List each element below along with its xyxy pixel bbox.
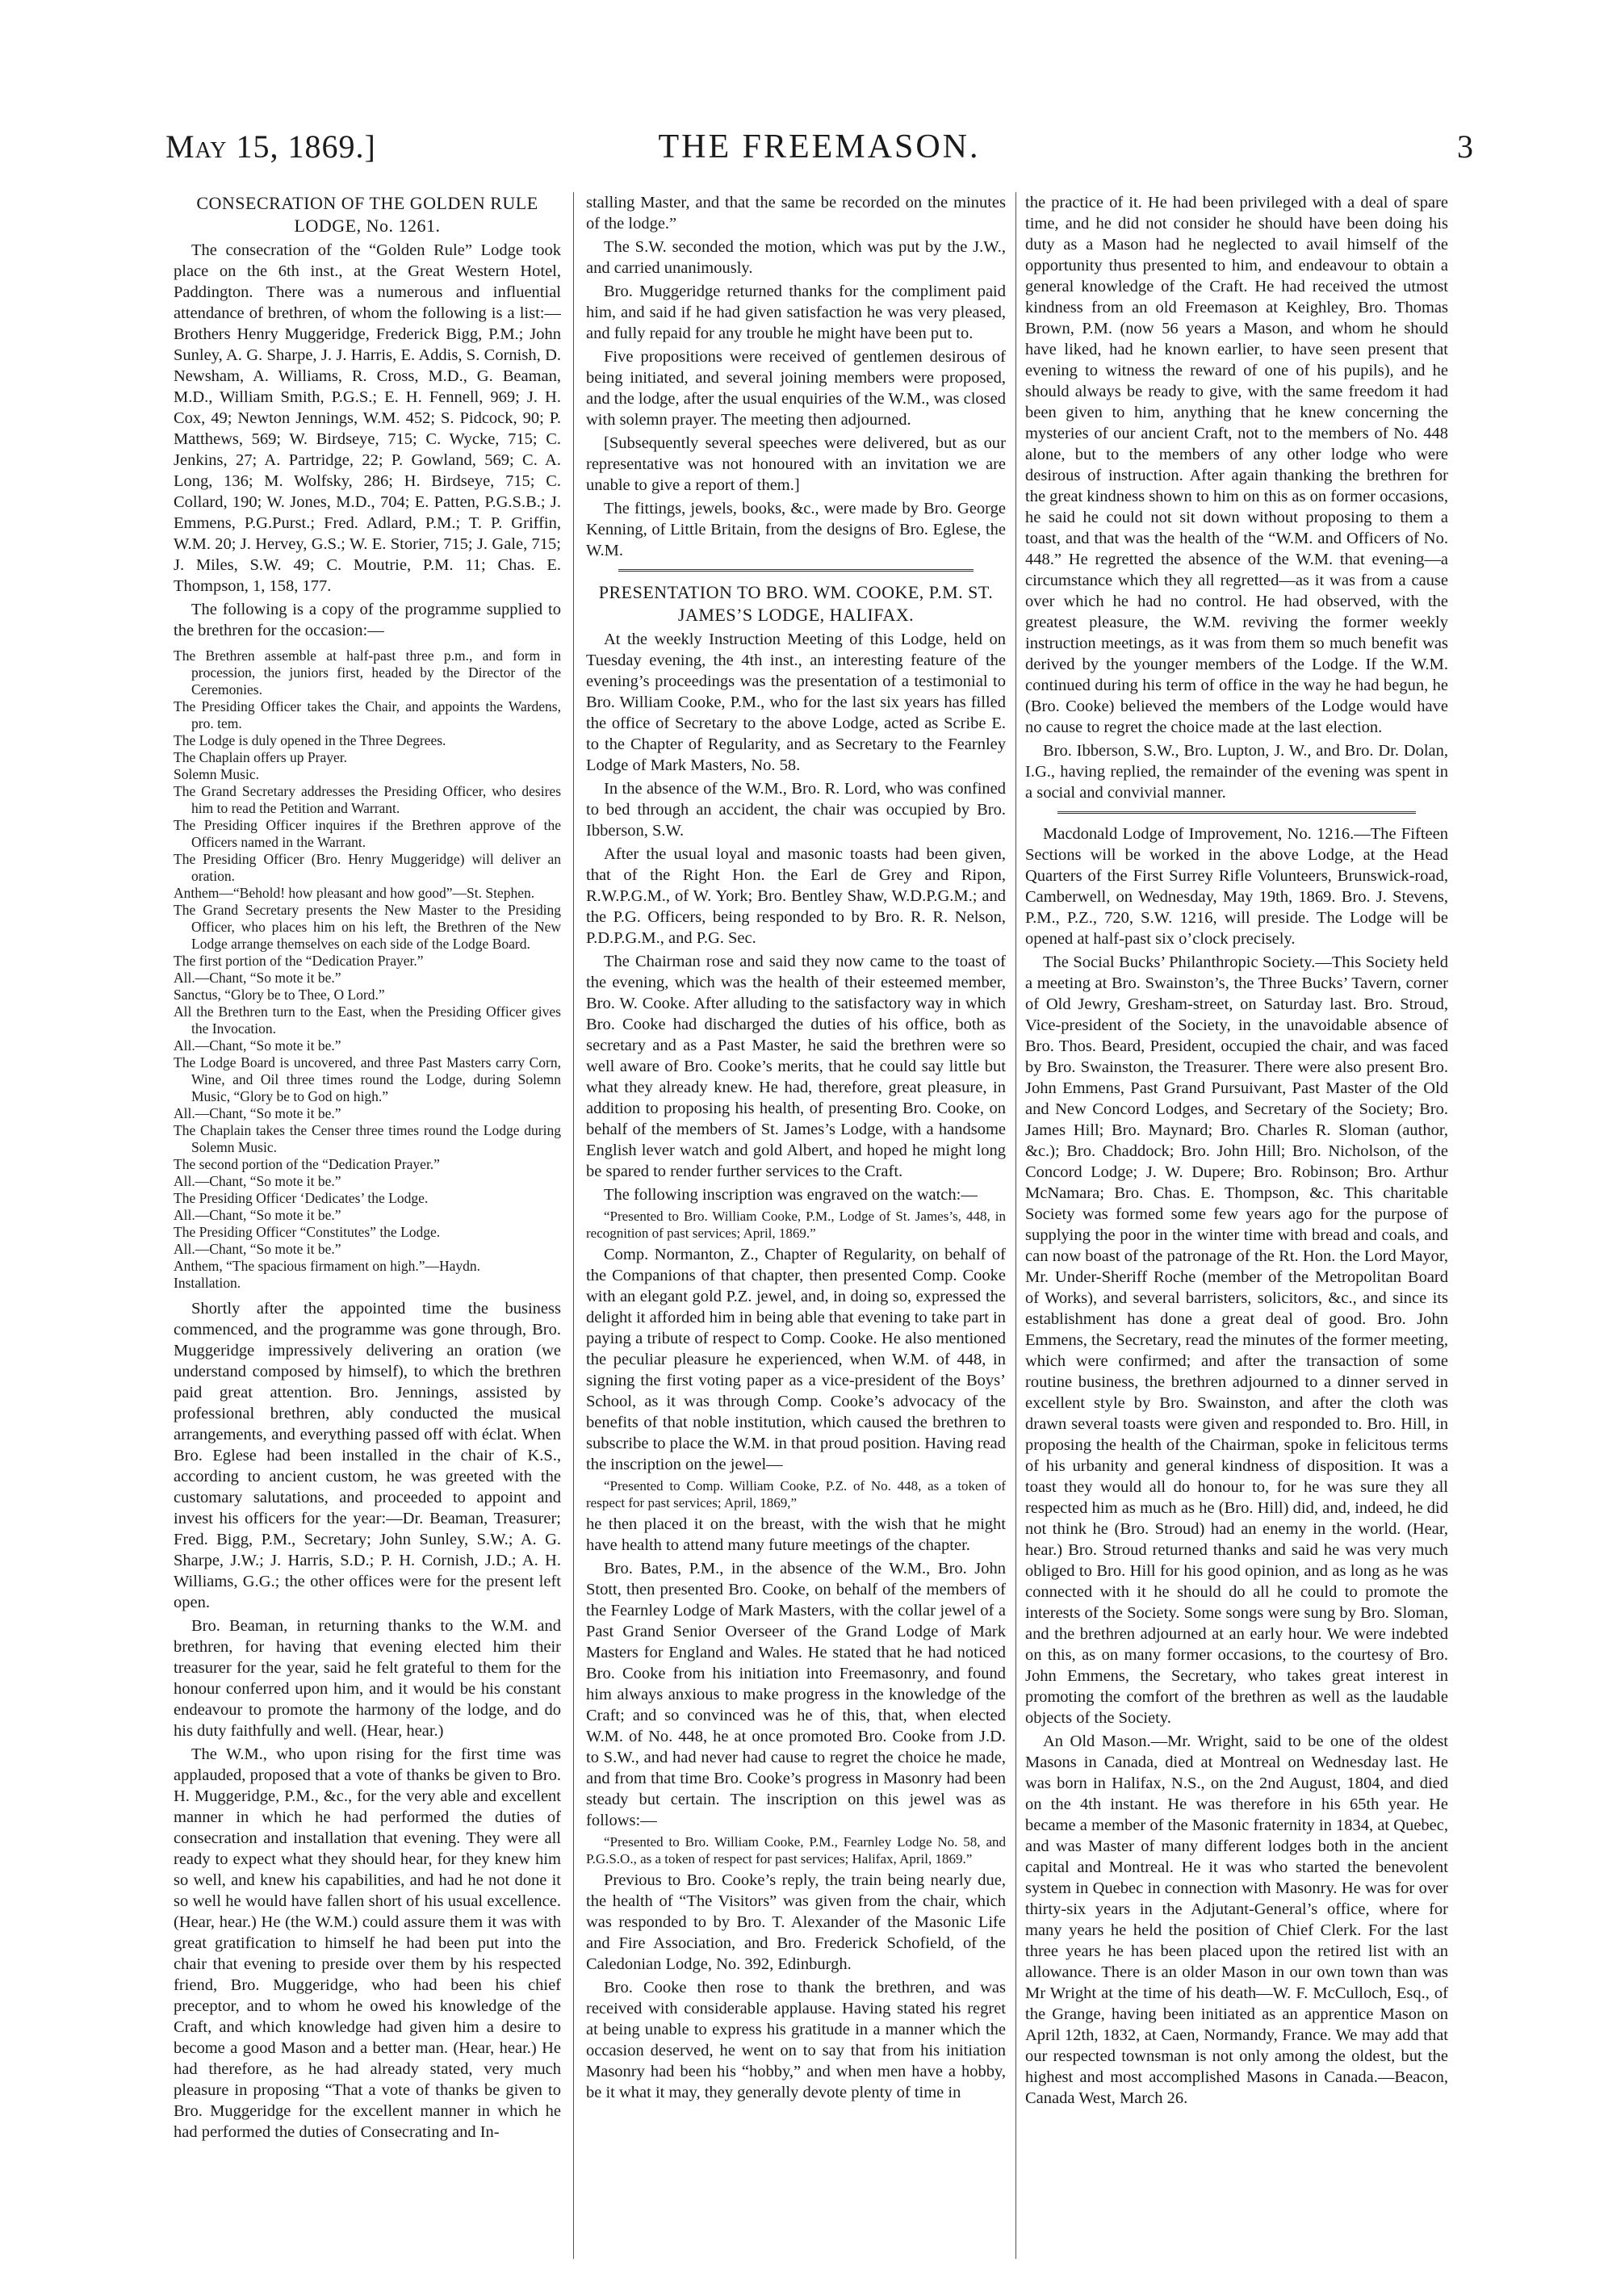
article-paragraph: Bro. Ibberson, S.W., Bro. Lupton, J. W., and Bro. Dr. Dolan, I.G., having replied, the remainder of the evening was spent in a social and convivial manner.: [1025, 742, 1448, 802]
article-paragraph: the practice of it. He had been privileged with a deal of spare time, and he did not consider he should have been doing his duty as a Mason had he neglected to avail himself of the opportunity thus presented to him, and endeavour to obtain a general knowledge of the Craft. He had received the utmost kindness from an old Freemason at Keighley, Bro. Thomas Brown, P.M. (now 56 years a Mason, and whom he should have liked, had he known earlier, to have seen present that evening to witness the reward of one of his pupils), and he should always be ready to give, with the same freedom it had been given to him, anything that he knew concerning the mysteries of our ancient Craft, not to the members of No. 448 alone, but to the members of any other lodge who were desirous of instruction. After again thanking the brethren for the great kindness shown to him on this as on former occasions, he said he could not sit down without proposing to them a toast, and that was the health of the “W.M. and Officers of No. 448.” He regretted the absence of the W.M. that evening—a circumstance which they all regretted—as it was from a cause over which he had no control. He had observed, with the greatest pleasure, the W.M. reviving the former weekly instruction meetings, as it was from them so much benefit was derived by the younger members of the Lodge. If the W.M. continued during his term of office in the way he had begun, he (Bro. Cooke) believed the members of the Lodge would have no cause to regret the choice made at the last election.: [1025, 194, 1448, 736]
programme-item: All.—Chant, “So mote it be.”: [174, 1173, 341, 1189]
article-paragraph: An Old Mason.—Mr. Wright, said to be one of the oldest Masons in Canada, died at Montreal on Wednesday last. He was born in Halifax, N.S., on the 2nd August, 1804, and died on the 4th instant. He was therefore in his 65th year. He became a member of the Masonic fraternity in 1834, at Quebec, and was Master of many different lodges both in the ancient capital and Montreal. He it was who started the benevolent system in Quebec in connection with Masonry. He was for over thirty-six years in the Adjutant-General’s office, where for many years he held the position of Chief Clerk. For the last three years he has been placed upon the retired list with an allowance. There is an older Mason in our own town than was Mr Wright at the time of his death—W. F. McCulloch, Esq., of the Grange, having been initiated as an apprentice Mason on April 12th, 1832, at Caen, Normandy, France. We may add that our respected townsman is not only among the oldest, but the highest and most accomplished Masons in Canada.—Beacon, Canada West, March 26.: [1025, 1732, 1448, 2107]
article-paragraph: At the weekly Instruction Meeting of this Lodge, held on Tuesday evening, the 4th inst., an interesting feature of the evening’s proceedings was the presentation of a testimonial to Bro. William Cooke, P.M., who for the last six years has filled the office of Secretary to the above Lodge, acted as Scribe E. to the Chapter of Regularity, and as Secretary to the Fearnley Lodge of Mark Masters, No. 58.: [586, 631, 1006, 774]
article-body: [586, 629, 1006, 1205]
article-heading-presentation: PRESENTATION TO BRO. WM. COOKE, P.M. ST. JAMES’S LODGE, HALIFAX.: [598, 582, 994, 625]
programme-item: All the Brethren turn to the East, when the Presiding Officer gives the Invocation.: [174, 1003, 561, 1037]
column-1: [174, 192, 561, 2259]
article-paragraph: The following is a copy of the programme supplied to the brethren for the occasion:—: [174, 601, 561, 639]
programme-item: All.—Chant, “So mote it be.”: [174, 1207, 341, 1223]
article-paragraph: [Subsequently several speeches were delivered, but as our representative was not honoured with an invitation we are unable to give a report of them.]: [586, 434, 1006, 494]
article-paragraph: stalling Master, and that the same be recorded on the minutes of the lodge.”: [586, 194, 1006, 233]
article-body: [586, 1514, 1006, 1831]
programme-item: The Lodge Board is uncovered, and three Past Masters carry Corn, Wine, and Oil three times round the Lodge, during Solemn Music, “Glory be to God on high.”: [174, 1054, 561, 1104]
article-paragraph: Previous to Bro. Cooke’s reply, the train being nearly due, the health of “The Visitors” was given from the chair, which was responded to by Bro. T. Alexander of the Masonic Life and Fire Association, and Bro. Frederick Schofield, of the Caledonian Lodge, No. 392, Edinburgh.: [586, 1871, 1006, 1973]
programme-item: The Presiding Officer (Bro. Henry Muggeridge) will deliver an oration.: [174, 851, 561, 884]
article-paragraph: Shortly after the appointed time the business commenced, and the programme was gone through, Bro. Muggeridge impressively delivering an oration (we understand composed by himself), to which the brethren paid great attention. Bro. Jennings, assisted by professional brethren, ably conducted the musical arrangements, and everything passed off with éclat. When Bro. Eglese had been installed in the chair of K.S., according to ancient custom, he was greeted with the customary salutations, and proceeded to appoint and invest his officers for the year:—Dr. Beaman, Treasurer; Fred. Bigg, P.M., Secretary; John Sunley, S.W.; A. G. Sharpe, J.W.; J. Harris, S.D.; P. H. Cornish, J.D.; A. H. Williams, G.G.; the other offices were for the present left open.: [174, 1300, 561, 1611]
article-paragraph: Bro. Beaman, in returning thanks to the W.M. and brethren, for having that evening elected him their treasurer for the year, said he felt grateful to them for the honour conferred upon him, and it would be his constant endeavour to promote the harmony of the lodge, and do his duty faithfully and well. (Hear, hear.): [174, 1617, 561, 1740]
section-rule: [618, 569, 974, 572]
programme-item: The Grand Secretary addresses the Presiding Officer, who desires him to read the Petition and Warrant.: [174, 783, 561, 816]
article-paragraph: Macdonald Lodge of Improvement, No. 1216.—The Fifteen Sections will be worked in the above Lodge, at the Head Quarters of the First Surrey Rifle Volunteers, Brunswick-road, Camberwell, on Wednesday, May 19th, 1869. Bro. J. Stevens, P.M., P.Z., 720, S.W. 1216, will preside. The Lodge will be opened at half-past six o’clock precisely.: [1025, 825, 1448, 948]
inscription: “Presented to Comp. William Cooke, P.Z. of No. 448, as a token of respect for past services; April, 1869,”: [586, 1478, 1006, 1510]
programme-item: The Chaplain takes the Censer three times round the Lodge during Solemn Music.: [174, 1122, 561, 1155]
article-paragraph: Comp. Normanton, Z., Chapter of Regularity, on behalf of the Companions of that chapter, then presented Comp. Cooke with an elegant gold P.Z. jewel, and, in doing so, expressed the delight it afforded him in being able that evening to take part in paying a tribute of respect to Comp. Cooke. He also mentioned the peculiar pleasure he experienced, when W.M. of 448, in signing the first voting paper as a vice-president of the Boys’ School, as it was through Comp. Cooke’s advocacy of the benefits of that noble institution, which caused the brethren to subscribe to place the W.M. in that proud position. Having read the inscription on the jewel—: [586, 1246, 1006, 1473]
inscription: “Presented to Bro. William Cooke, P.M., Fearnley Lodge No. 58, and P.G.S.O., as a token of respect for past services; Halifax, April, 1869.”: [586, 1834, 1006, 1867]
article-paragraph: The S.W. seconded the motion, which was put by the J.W., and carried unanimously.: [586, 238, 1006, 277]
article-paragraph: The Chairman rose and said they now came to the toast of the evening, which was the health of their esteemed member, Bro. W. Cooke. After alluding to the satisfactory way in which Bro. Cooke had discharged the duties of his office, both as secretary and as a Past Master, he said the brethren were so well aware of Bro. Cooke’s merits, that he could say little but what they already knew. He had, therefore, great pleasure, in addition to proposing his health, of presenting Bro. Cooke, on behalf of the members of St. James’s Lodge, with a handsome English lever watch and gold Albert, and hoped he might long be spared to render further services to the Craft.: [586, 953, 1006, 1180]
programme-list: [174, 647, 561, 1292]
column-2: [586, 192, 1006, 2259]
programme-item: All.—Chant, “So mote it be.”: [174, 1241, 341, 1257]
programme-item: The Brethren assemble at half-past three p.m., and form in procession, the juniors first, headed by the Director of the Ceremonies.: [174, 647, 561, 698]
article-paragraph: he then placed it on the breast, with the wish that he might have health to attend many future meetings of the chapter.: [586, 1515, 1006, 1554]
column-divider: [1015, 192, 1016, 2259]
programme-item: Sanctus, “Glory be to Thee, O Lord.”: [174, 987, 385, 1003]
programme-item: The Presiding Officer ‘Dedicates’ the Lodge.: [174, 1190, 429, 1206]
article-paragraph: Bro. Bates, P.M., in the absence of the W.M., Bro. John Stott, then presented Bro. Cooke, on behalf of the members of the Fearnley Lodge of Mark Masters, with the collar jewel of a Past Grand Senior Overseer of the Grand Lodge of Mark Masters for England and Wales. He stated that he had noticed Bro. Cooke from his initiation into Freemasonry, and found him always anxious to make progress in the knowledge of the Craft; and so convinced was he of this, that, when elected W.M. of No. 448, he at once promoted Bro. Cooke from J.D. to S.W., and had never had cause to regret the choice he made, and from that time Bro. Cooke’s progress in Masonry had been steady but certain. The inscription on this jewel was as follows:—: [586, 1560, 1006, 1829]
article-body: [174, 1298, 561, 2143]
article-paragraph: After the usual loyal and masonic toasts had been given, that of the Right Hon. the Earl de Grey and Ripon, R.W.P.G.M., of W. York; Bro. Bentley Shaw, W.D.P.G.M.; and the P.G. Officers, being responded to by Bro. R. R. Nelson, P.D.P.G.M., and P.G. Sec.: [586, 845, 1006, 947]
programme-item: The Grand Secretary presents the New Master to the Presiding Officer, who places him on his left, the Brethren of the New Lodge arrange themselves on each side of the Lodge Board.: [174, 902, 561, 952]
article-body: [586, 192, 1006, 561]
section-rule: [1057, 811, 1416, 814]
article-paragraph: Bro. Muggeridge returned thanks for the compliment paid him, and said if he had given satisfaction he was very pleased, and fully repaid for any trouble he might have been put to.: [586, 283, 1006, 342]
programme-item: All.—Chant, “So mote it be.”: [174, 1105, 341, 1121]
programme-item: Anthem, “The spacious firmament on high.”—Haydn.: [174, 1258, 481, 1274]
article-body: [586, 1244, 1006, 1475]
programme-item: The Presiding Officer “Constitutes” the Lodge.: [174, 1224, 441, 1240]
programme-item: Installation.: [174, 1275, 241, 1291]
masthead-title: THE FREEMASON.: [658, 128, 981, 165]
article-heading-consecration: CONSECRATION OF THE GOLDEN RULE LODGE, No. 1261.: [196, 193, 538, 236]
article-body: [586, 1870, 1006, 2103]
programme-item: The second portion of the “Dedication Prayer.”: [174, 1156, 440, 1172]
programme-item: The first portion of the “Dedication Prayer.”: [174, 953, 424, 969]
article-paragraph: The fittings, jewels, books, &c., were made by Bro. George Kenning, of Little Britain, from the designs of Bro. Eglese, the W.M.: [586, 500, 1006, 559]
column-divider: [573, 192, 574, 2259]
page-header: [165, 128, 1473, 173]
article-body: [1025, 823, 1448, 2109]
article-paragraph: Five propositions were received of gentlemen desirous of being initiated, and several joining members were proposed, and the lodge, after the usual enquiries of the W.M., was closed with solemn prayer. The meeting then adjourned.: [586, 348, 1006, 429]
article-paragraph: The W.M., who upon rising for the first time was applauded, proposed that a vote of thanks be given to Bro. H. Muggeridge, P.M., &c., for the very able and excellent manner in which he had performed the duties of consecration and installation that evening. They were all ready to expect what they should hear, for they knew him so well, and knew his capabilities, and had he not done it so well he would have fallen short of his usual excellence. (Hear, hear.) He (the W.M.) could assure them it was with great gratification to himself he had been put into the chair that evening to preside over them by his respected friend, Bro. Muggeridge, who had been his chief preceptor, and to whom he owed his knowledge of the Craft, and which knowledge had given him a desire to become a good Mason and a better man. (Hear, hear.) He had therefore, as he had already stated, very much pleasure in proposing “That a vote of thanks be given to Bro. Muggeridge for the excellent manner in which he had performed the duties of Consecrating and In-: [174, 1745, 561, 2141]
article-paragraph: The following inscription was engraved on the watch:—: [604, 1186, 978, 1204]
article-body: [1025, 192, 1448, 803]
programme-item: Solemn Music.: [174, 766, 259, 782]
column-3: [1025, 192, 1448, 2259]
article-paragraph: In the absence of the W.M., Bro. R. Lord, who was confined to bed through an accident, the chair was occupied by Bro. Ibberson, S.W.: [586, 780, 1006, 840]
programme-item: The Lodge is duly opened in the Three Degrees.: [174, 732, 446, 748]
programme-item: The Presiding Officer inquires if the Brethren approve of the Officers named in the Warrant.: [174, 817, 561, 850]
programme-item: All.—Chant, “So mote it be.”: [174, 970, 341, 986]
programme-item: The Chaplain offers up Prayer.: [174, 749, 347, 765]
article-paragraph: Bro. Cooke then rose to thank the brethren, and was received with considerable applause. Having stated his regret at being unable to express his gratitude in a manner which the occasion deserved, he went on to say that from his initiation Masonry had been his “hobby,” and when men have a hobby, be it what it may, they generally devote plenty of time in: [586, 1979, 1006, 2101]
issue-date: May 15, 1869.]: [165, 128, 376, 165]
article-paragraph: The consecration of the “Golden Rule” Lodge took place on the 6th inst., at the Great Western Hotel, Paddington. There was a numerous and influential attendance of brethren, of whom the following is a list:—Brothers Henry Muggeridge, Frederick Bigg, P.M.; John Sunley, A. G. Sharpe, J. J. Harris, E. Addis, S. Cornish, D. Newsham, A. Williams, R. Cross, M.D., G. Beaman, M.D., William Smith, P.G.S.; E. H. Fennell, 969; J. H. Cox, 49; Newton Jennings, W.M. 452; S. Pidcock, 90; P. Matthews, 569; W. Birdseye, 715; C. Wycke, 715; C. Jenkins, 27; A. Partridge, 22; P. Gowland, 569; C. A. Long, 136; M. Wolfsky, 286; H. Birdseye, 715; C. Collard, 190; W. Jones, M.D., 704; E. Patten, P.G.S.B.; J. Emmens, P.G.Purst.; Fred. Adlard, P.M.; T. P. Griffin, W.M. 20; J. Hervey, G.S.; W. E. Storier, 715; J. Gale, 715; J. Miles, S.W. 49; C. Moutrie, P.M. 11; Chas. E. Thompson, 1, 158, 177.: [174, 241, 561, 595]
page-number: 3: [1457, 128, 1473, 165]
article-paragraph: The Social Bucks’ Philanthropic Society.—This Society held a meeting at Bro. Swainston’s, the Three Bucks’ Tavern, corner of Old Jewry, Gresham-street, on Saturday last. Bro. Stroud, Vice-president of the Society, in the unavoidable absence of Bro. Thos. Beard, President, occupied the chair, and was faced by Bro. Swainston, the Treasurer. There were also present Bro. John Emmens, Past Grand Pursuivant, Past Master of the Old and New Concord Lodges, and Secretary of the Society; Bro. James Hill; Bro. Maynard; Bro. Charles R. Sloman (author, &c.); Bro. Chaddock; Bro. John Hill; Bro. Nicholson, of the Concord Lodge; J. W. Dupere; Bro. Robinson; Bro. Arthur McNamara; Bro. Chas. E. Thompson, &c. This charitable Society was formed some few years ago for the purpose of supplying the poor in the winter time with bread and coals, and can now boast of the patronage of the Rt. Hon. the Lord Mayor, Mr. Under-Sheriff Roche (member of the Metropolitan Board of Works), and several barristers, solicitors, &c., and since its establishment has done a great deal of good. Bro. John Emmens, the Secretary, read the minutes of the former meeting, which were confirmed; and after the transaction of some routine business, the brethren adjourned to a dinner served in excellent style by Bro. Swainston, and after the cloth was drawn several toasts were given and responded to. Bro. Hill, in proposing the health of the Chairman, spoke in felicitous terms of his urbanity and general kindness of disposition. It was a toast they would all do honour to, for he was sure they all respected him as much as he (Bro. Hill) did, and, indeed, he did not think he (Bro. Stroud) had an enemy in the world. (Hear, hear.) Bro. Stroud returned thanks and said he was very much obliged to Bro. Hill for his good opinion, and as long as he was connected with it he should do all he could to promote the interests of the Society. Some songs were sung by Bro. Sloman, and the brethren adjourned at an early hour. We were indebted on this, as on many former occasions, to the courtesy of Bro. John Emmens, the Secretary, who takes great interest in promoting the comfort of the brethren as well as the laudable objects of the Society.: [1025, 953, 1448, 1727]
programme-item: Anthem—“Behold! how pleasant and how good”—St. Stephen.: [174, 885, 535, 901]
inscription: “Presented to Bro. William Cooke, P.M., Lodge of St. James’s, 448, in recognition of past services; April, 1869.”: [586, 1209, 1006, 1241]
programme-item: All.—Chant, “So mote it be.”: [174, 1037, 341, 1054]
programme-item: The Presiding Officer takes the Chair, and appoints the Wardens, pro. tem.: [174, 698, 561, 731]
